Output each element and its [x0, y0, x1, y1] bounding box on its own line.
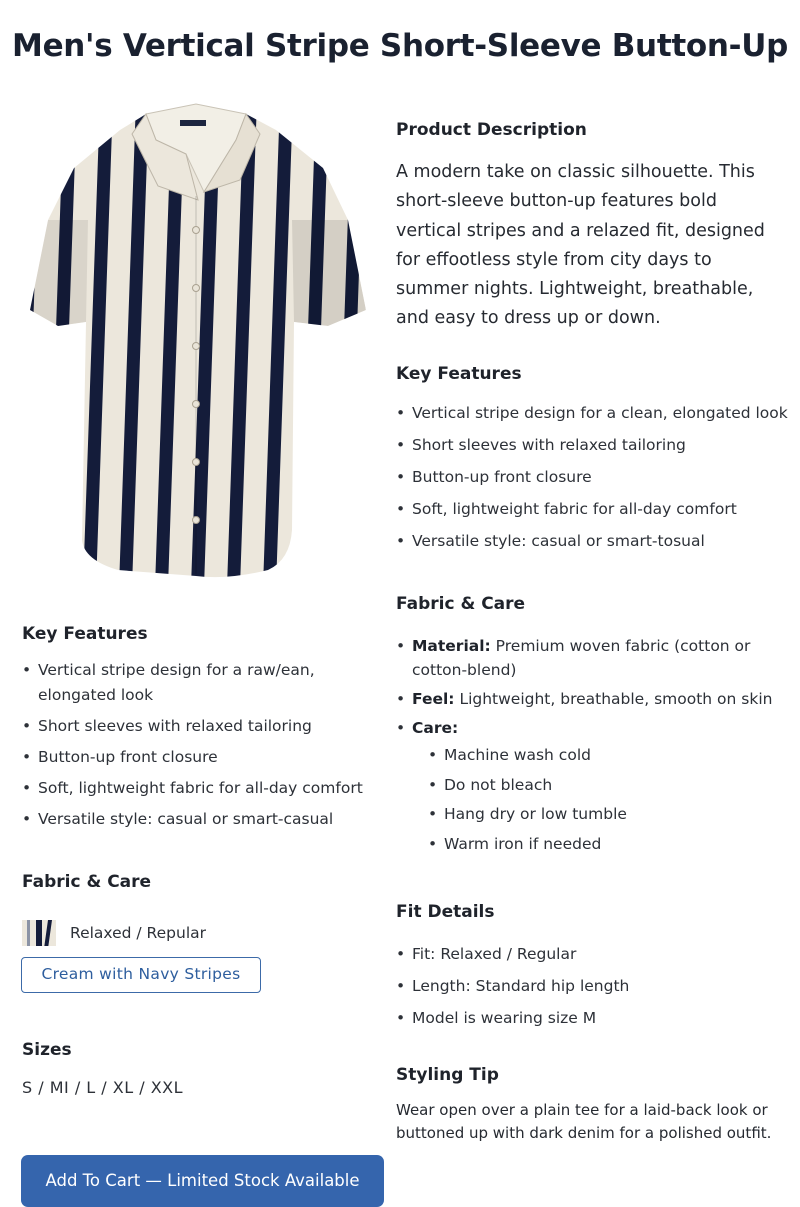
list-item: • Short sleeves with relaxed tailoring [22, 714, 382, 739]
material-value: Premium woven fabric (cotton or cotton-blend) [412, 637, 751, 679]
key-features-heading: Key Features [396, 364, 522, 384]
list-item: • Vertical stripe design for a clean, elongated look [396, 402, 796, 424]
styling-tip-text: Wear open over a plain tee for a laid-back look or buttoned up with dark denim for a polished outfit. [396, 1101, 772, 1142]
material-item [396, 634, 791, 682]
material-label: Material: [412, 637, 491, 655]
list-item: • Short sleeves with relaxed tailoring [396, 434, 796, 456]
key-features-list-left [22, 658, 382, 838]
fit-option[interactable] [22, 920, 206, 946]
feel-label: Feel: [412, 690, 455, 708]
list-item: • Soft, lightweight fabric for all-day comfort [396, 498, 796, 520]
care-list-item: • Do not bleach [428, 774, 791, 796]
feel-item [396, 687, 791, 711]
care-item [396, 716, 791, 855]
fit-label: Relaxed / Repular [70, 924, 207, 942]
list-item: • Vertical stripe design for a raw/ean, elongated look [22, 658, 382, 708]
list-item: • Button-up front closure [396, 466, 796, 488]
list-item: • Versatile style: casual or smart-casual [22, 807, 382, 832]
sizes-heading: Sizes [22, 1040, 72, 1060]
size-options[interactable]: S / MI / L / XL / XXL [22, 1078, 184, 1097]
list-item: • Versatile style: casual or smart-tosual [396, 530, 796, 552]
list-item: • Fit: Relaxed / Regular [396, 943, 791, 965]
stripe-swatch-icon [22, 920, 56, 946]
care-list-item: • Machine wash cold [428, 744, 791, 766]
fabric-care-heading: Fabric & Care [396, 594, 526, 614]
add-to-cart-button[interactable]: Add To Cart — Limited Stock Available [21, 1155, 384, 1207]
product-image[interactable] [28, 100, 373, 585]
page-title: Men's Vertical Stripe Short-Sleeve Button-Up [12, 28, 788, 64]
list-item: • Button-up front closure [22, 745, 382, 770]
care-list-item: • Warm iron if needed [428, 833, 791, 855]
styling-tip-heading: Styling Tip [396, 1065, 499, 1085]
product-description-heading: Product Description [396, 120, 587, 140]
feel-value: Lightweight, breathable, smooth on skin [459, 690, 773, 708]
care-list [412, 744, 791, 855]
product-description-text: A modern take on classic silhouette. This short-sleeve button-up features bold vertical stripes and a relazed fit, designed for effootless style from city days to summer nights. Lightweight, breathable, and easy to dress up or down. [396, 162, 765, 329]
list-item: • Length: Standard hip length [396, 975, 791, 997]
fit-details-list [396, 943, 791, 1039]
key-features-heading-left: Key Features [22, 624, 148, 644]
color-option-button[interactable]: Cream with Navy Stripes [21, 957, 261, 993]
fit-details-heading: Fit Details [396, 902, 495, 922]
fabric-care-heading-left: Fabric & Care [22, 872, 152, 892]
fabric-care-list [396, 634, 791, 862]
key-features-list [396, 402, 796, 562]
care-list-item: • Hang dry or low tumble [428, 803, 791, 825]
list-item: • Soft, lightweight fabric for all-day comfort [22, 776, 382, 801]
care-label: Care: [412, 719, 459, 737]
list-item: • Model is wearing size M [396, 1007, 791, 1029]
